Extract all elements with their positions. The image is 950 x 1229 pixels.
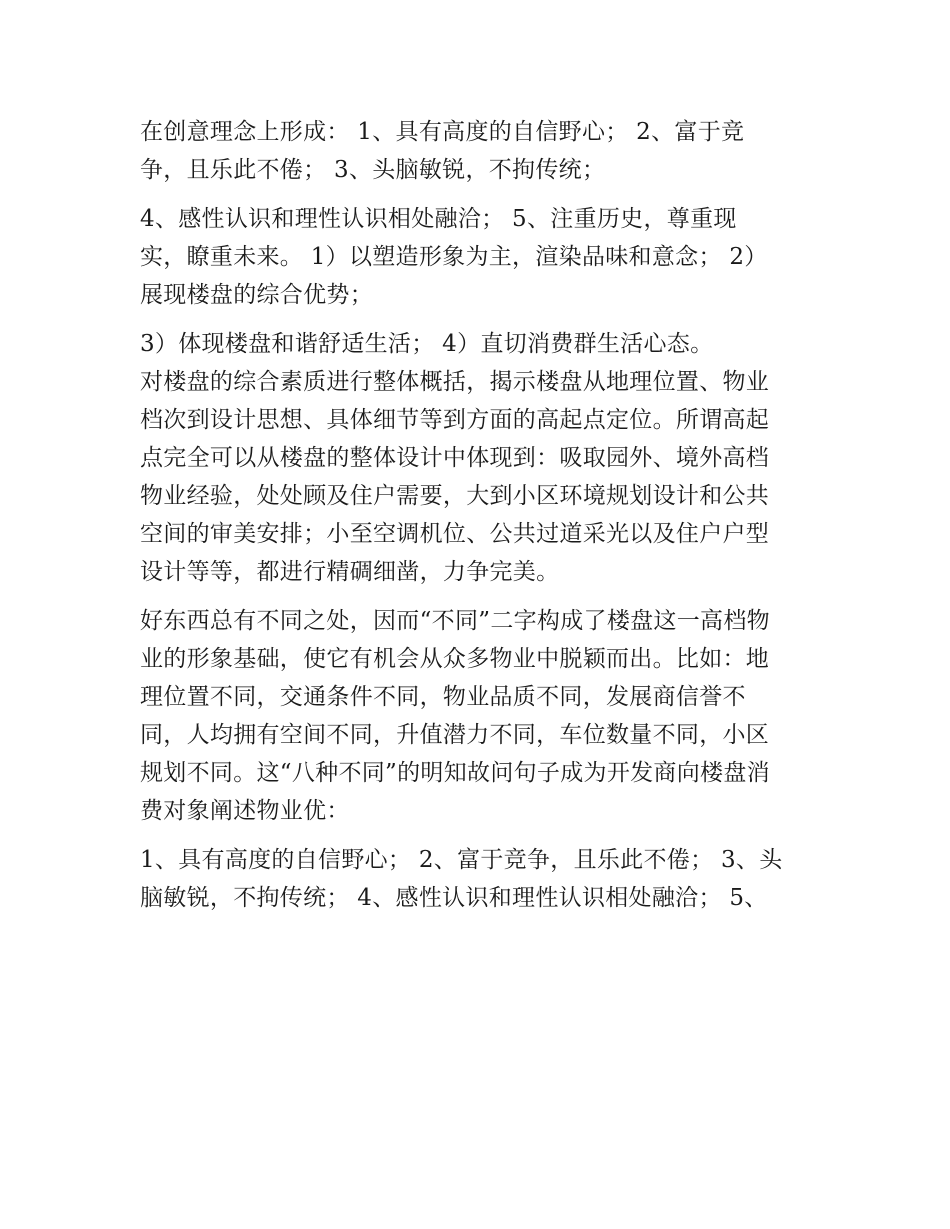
text-line: 4、感性认识和理性认识相处融洽； 5、注重历史，尊重现	[140, 206, 737, 232]
text-line: 脑敏锐，不拘传统； 4、感性认识和理性认识相处融洽； 5、	[140, 885, 768, 911]
text-line: 空间的审美安排；小至空调机位、公共过道采光以及住户户型	[140, 521, 770, 547]
text-line: 争，且乐此不倦； 3、头脑敏锐，不拘传统；	[140, 157, 606, 183]
text-line: 业的形象基础，使它有机会从众多物业中脱颖而出。比如：地	[140, 646, 770, 672]
text-line: 设计等等，都进行精碉细凿，力争完美。	[140, 559, 560, 585]
text-line: 规划不同。这“八种不同”的明知故问句子成为开发商向楼盘消	[140, 760, 770, 786]
text-line: 费对象阐述物业优：	[140, 798, 350, 824]
text-line: 物业经验，处处顾及住户需要，大到小区环境规划设计和公共	[140, 483, 770, 509]
text-line: 实，瞭重未来。 1）以塑造形象为主，渲染品味和意念； 2）	[140, 244, 768, 270]
text-line: 在创意理念上形成： 1、具有高度的自信野心； 2、富于竞	[140, 119, 745, 145]
text-line: 展现楼盘的综合优势；	[140, 282, 373, 308]
body-text	[140, 113, 820, 917]
text-line: 3）体现楼盘和谐舒适生活； 4）直切消费群生活心态。	[140, 331, 714, 357]
text-line: 同，人均拥有空间不同，升值潜力不同，车位数量不同，小区	[140, 722, 770, 748]
text-line: 对楼盘的综合素质进行整体概括，揭示楼盘从地理位置、物业	[140, 369, 770, 395]
text-line: 理位置不同，交通条件不同，物业品质不同，发展商信誉不	[140, 684, 746, 710]
text-line: 1、具有高度的自信野心； 2、富于竞争，且乐此不倦； 3、头	[140, 847, 783, 873]
text-line: 档次到设计思想、具体细节等到方面的高起点定位。所谓高起	[140, 407, 770, 433]
text-line: 点完全可以从楼盘的整体设计中体现到：吸取园外、境外高档	[140, 445, 770, 471]
text-line: 好东西总有不同之处，因而“不同”二字构成了楼盘这一高档物	[140, 608, 770, 634]
